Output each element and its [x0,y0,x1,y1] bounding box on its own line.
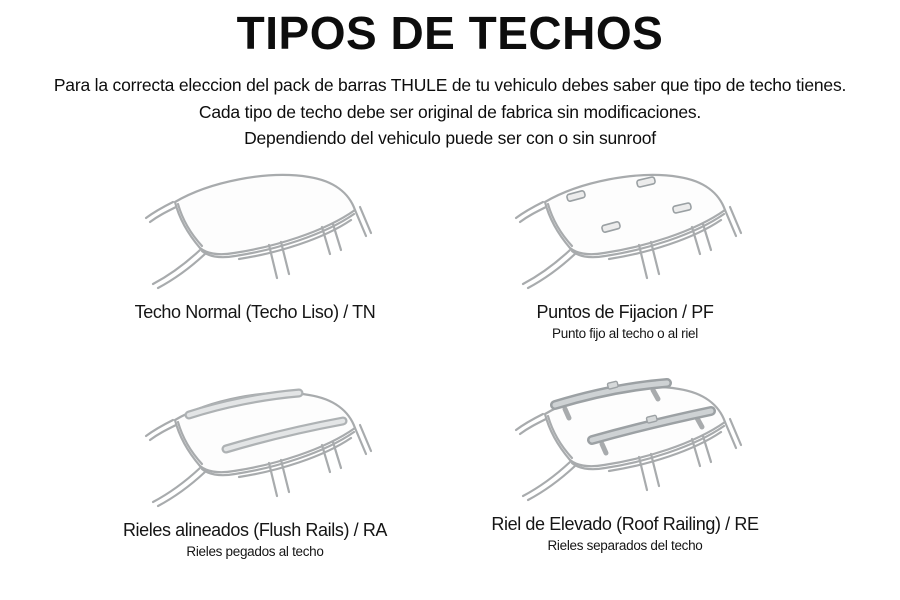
roof-raised-rails-drawing [483,362,803,512]
roof-type-label-pf: Puntos de Fijacion / PF [536,302,714,322]
roof-type-card-tn [85,150,425,323]
intro-line-2: Cada tipo de techo debe ser original de fabrica sin modificaciones. [198,101,702,122]
roof-type-label-ra: Rieles alineados (Flush Rails) / RA [122,520,388,540]
roof-type-sublabel-re: Rieles separados del techo [547,538,703,553]
roof-type-sublabel-ra: Rieles pegados al techo [186,544,324,559]
roof-type-card-pf [455,150,795,341]
roof-type-label-re: Riel de Elevado (Roof Railing) / RE [491,514,759,534]
roof-fixpoints-drawing [483,150,803,300]
roof-type-card-ra [85,368,425,559]
intro-text [0,72,900,152]
roof-type-sublabel-pf: Punto fijo al techo o al riel [552,326,698,341]
roof-plain-drawing [113,150,433,300]
roof-type-label-tn: Techo Normal (Techo Liso) / TN [134,302,376,322]
intro-line-3: Dependiendo del vehiculo puede ser con o sin sunroof [244,128,656,148]
roof-flush-rails-drawing [113,368,433,518]
page-title: TIPOS DE TECHOS [236,7,664,59]
intro-line-1: Para la correcta eleccion del pack de barras THULE de tu vehiculo debes saber que tipo de techo tienes. [53,75,847,95]
roof-type-card-re [455,362,795,553]
